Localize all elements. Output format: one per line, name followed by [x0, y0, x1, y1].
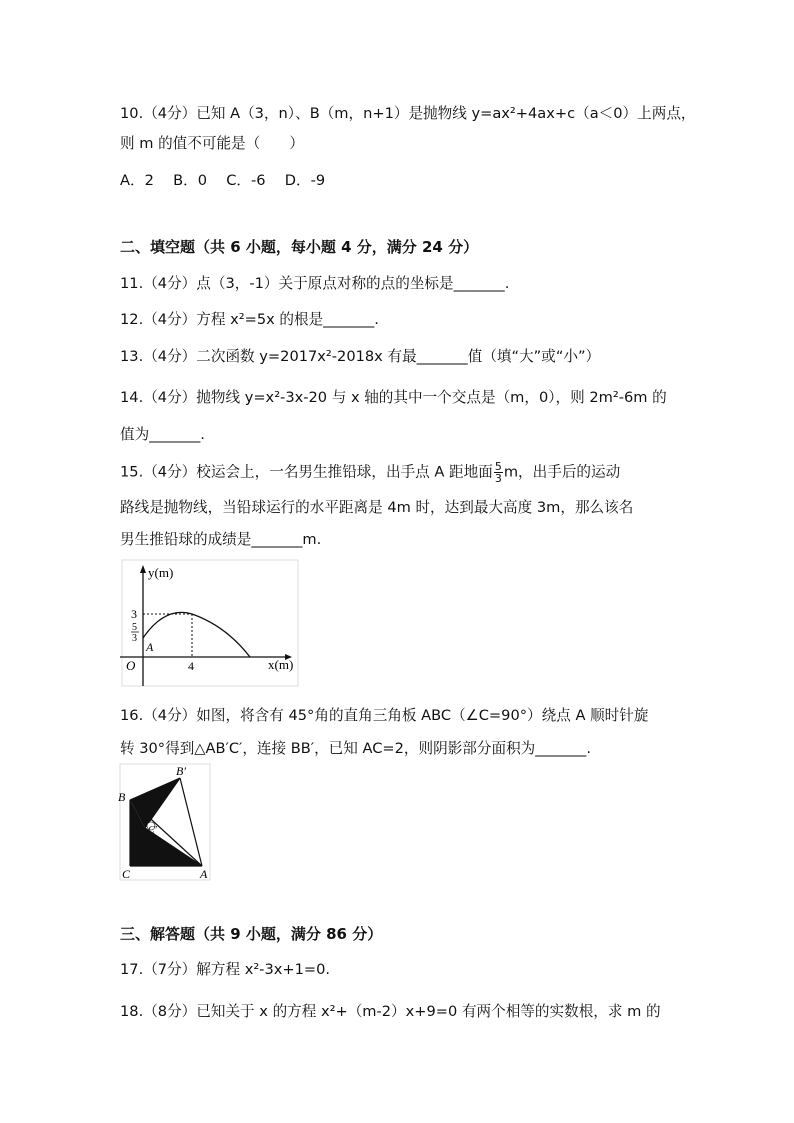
q17: 17.（7分）解方程 x²-3x+1=0.: [120, 961, 331, 978]
point-a-label: A: [146, 640, 154, 654]
q14-line2: 值为_______.: [120, 426, 205, 443]
q15-line2: 路线是抛物线，当铅球运行的水平距离是 4m 时，达到最大高度 3m，那么该名: [120, 499, 634, 516]
q14-line1: 14.（4分）抛物线 y=x²-3x-20 与 x 轴的其中一个交点是（m，0），则 2m²-6m 的: [120, 389, 667, 406]
q16-line2: 转 30°得到△AB′C′，连接 BB′，已知 AC=2，则阴影部分面积为_______.: [120, 740, 591, 757]
label-b: B: [118, 790, 126, 804]
side-ab-prime: [180, 778, 202, 866]
q10-line1: 10.（4分）已知 A（3，n）、B（m，n+1）是抛物线 y=ax²+4ax+c（a＜0）上两点，: [120, 105, 696, 122]
tick-5: 5: [132, 622, 137, 633]
q15-line1: [120, 461, 680, 484]
x-axis-label: x(m): [268, 657, 294, 672]
q15-line1-pre: 15.（4分）校运会上，一名男生推铅球，出手点 A 距地面: [120, 463, 493, 481]
y-axis-arrow-icon: [140, 565, 146, 573]
label-b-prime: B′: [176, 764, 186, 778]
q12: 12.（4分）方程 x²=5x 的根是_______.: [120, 311, 379, 328]
q11: 11.（4分）点（3，-1）关于原点对称的点的坐标是_______.: [120, 275, 510, 292]
section2-heading: 二、填空题（共 6 小题，每小题 4 分，满分 24 分）: [120, 238, 479, 256]
label-c: C: [122, 867, 131, 881]
q15-line3: 男生推铅球的成绩是_______m.: [120, 531, 322, 548]
parabola-curve: [143, 612, 250, 657]
origin-label: O: [126, 658, 136, 673]
y-axis-label: y(m): [148, 565, 174, 580]
tick-3: 3: [131, 607, 137, 621]
q18-line1: 18.（8分）已知关于 x 的方程 x²+（m-2）x+9=0 有两个相等的实数根，求 m 的: [120, 1003, 661, 1020]
q16-line1: 16.（4分）如图，将含有 45°角的直角三角板 ABC（∠C=90°）绕点 A 顺时针旋: [120, 707, 649, 724]
tick-4: 4: [188, 659, 194, 673]
q13: 13.（4分）二次函数 y=2017x²-2018x 有最_______值（填“大”或“小”）: [120, 348, 601, 365]
label-a: A: [200, 867, 208, 881]
label-c-prime: C′: [148, 825, 157, 836]
tick-den: 3: [132, 633, 137, 644]
q10-line2: 则 m 的值不可能是（ ）: [120, 135, 305, 152]
q15-fraction: [494, 461, 503, 484]
q15-frac-num: 5: [494, 460, 502, 473]
section3-heading: 三、解答题（共 9 小题，满分 86 分）: [120, 925, 383, 943]
q15-line1-post: m，出手后的运动: [503, 463, 621, 481]
q15-frac-den: 3: [494, 472, 502, 485]
q10-options: A．2 B．0 C．-6 D．-9: [120, 172, 326, 189]
q16-figure: [114, 760, 214, 884]
q15-graph: [118, 556, 304, 692]
